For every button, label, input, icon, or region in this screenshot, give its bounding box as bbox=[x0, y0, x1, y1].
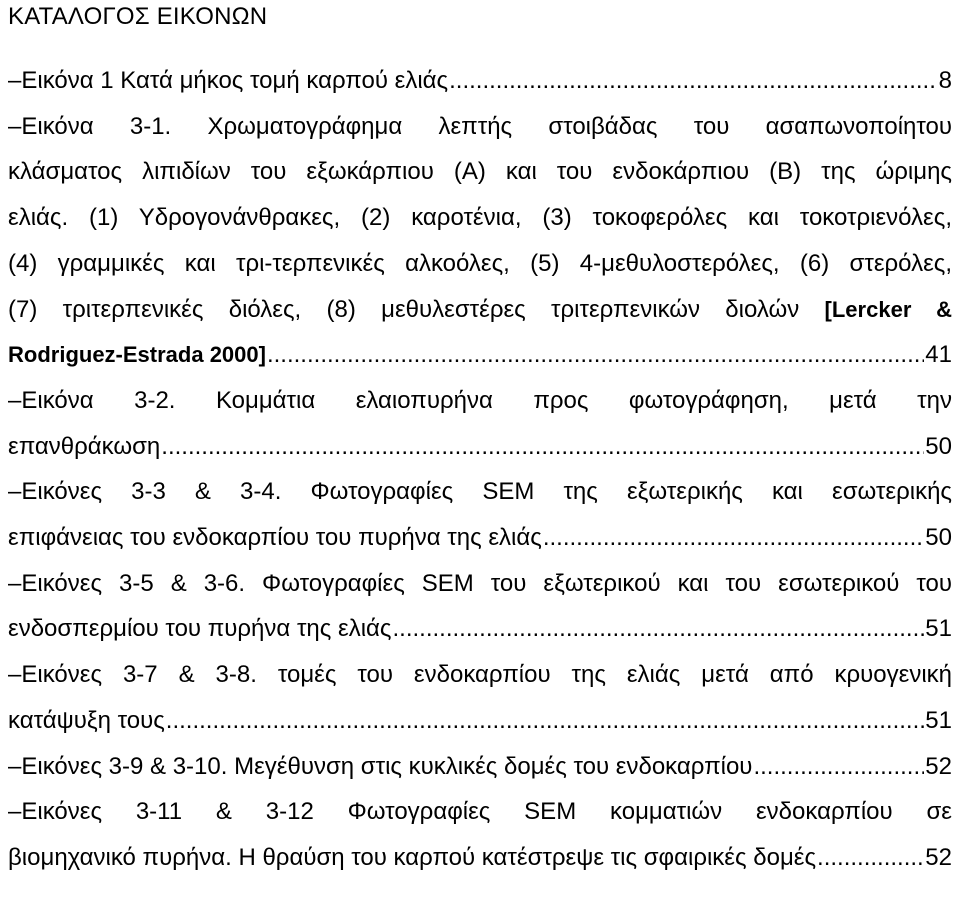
toc-entry[interactable] bbox=[8, 58, 952, 104]
toc-entry-text: ενδοσπερμίου του πυρήνα της ελιάς bbox=[8, 615, 392, 643]
toc-entry-last-line bbox=[8, 332, 952, 378]
toc-entry-last-line bbox=[8, 515, 952, 561]
toc-entry[interactable] bbox=[8, 789, 952, 880]
toc-entry-text: κατάψυξη τους bbox=[8, 706, 165, 734]
toc-leader-dots bbox=[392, 606, 924, 652]
toc-entry[interactable] bbox=[8, 104, 952, 378]
toc-entry[interactable] bbox=[8, 744, 952, 790]
toc-entry-text: –Εικόνες 3-9 & 3-10. Μεγέθυνση στις κυκλικές δομές του ενδοκαρπίου bbox=[8, 752, 753, 780]
toc-entry[interactable] bbox=[8, 652, 952, 743]
toc-entry-last-line bbox=[8, 835, 952, 881]
toc-page-number: 52 bbox=[925, 843, 952, 871]
toc-entry-line: κλάσματος λιπιδίων του εξωκάρπιου (Α) και του ενδοκάρπιου (Β) της ώριμης bbox=[8, 158, 952, 186]
citation-text: [Lercker & bbox=[824, 296, 952, 322]
toc-entry-line: –Εικόνες 3-3 & 3-4. Φωτογραφίες SEM της εξωτερικής και εσωτερικής bbox=[8, 478, 952, 506]
toc-entry-text: επανθράκωση bbox=[8, 432, 161, 460]
toc-page-number: 8 bbox=[938, 67, 952, 94]
toc-entry-text: Rodriguez-Estrada 2000] bbox=[8, 342, 266, 368]
toc-entry-last-line bbox=[8, 698, 952, 744]
toc-entry-last-line bbox=[8, 424, 952, 470]
toc-leader-dots bbox=[166, 698, 925, 744]
page-title: ΚΑΤΑΛΟΓΟΣ ΕΙΚΟΝΩΝ bbox=[8, 3, 268, 30]
toc-leader-dots bbox=[543, 515, 924, 561]
toc-entry-line: –Εικόνες 3-5 & 3-6. Φωτογραφίες SEM του εξωτερικού και του εσωτερικού του bbox=[8, 569, 952, 597]
toc-entry-line: –Εικόνες 3-7 & 3-8. τομές του ενδοκαρπίου της ελιάς μετά από κρυογενική bbox=[8, 661, 952, 689]
toc-entry[interactable] bbox=[8, 469, 952, 560]
toc-entry-line: –Εικόνα 3-2. Κομμάτια ελαιοπυρήνα προς φωτογράφηση, μετά την bbox=[8, 386, 952, 414]
toc-leader-dots bbox=[449, 58, 938, 104]
toc-entry-last-line bbox=[8, 606, 952, 652]
toc-entry-line: (7) τριτερπενικές διόλες, (8) μεθυλεστέρες τριτερπενικών διολών [Lercker & bbox=[8, 295, 952, 323]
toc-entry-line: –Εικόνες 3-11 & 3-12 Φωτογραφίες SEM κομματιών ενδοκαρπίου σε bbox=[8, 798, 952, 826]
toc-page-number: 50 bbox=[925, 432, 952, 460]
toc-entry-text: επιφάνειας του ενδοκαρπίου του πυρήνα της ελιάς bbox=[8, 524, 542, 552]
toc-entry-last-line bbox=[8, 744, 952, 790]
toc-leader-dots bbox=[753, 744, 924, 790]
toc-page-number: 41 bbox=[925, 341, 952, 369]
toc-entry[interactable] bbox=[8, 561, 952, 652]
toc-entry-line: ελιάς. (1) Υδρογονάνθρακες, (2) καροτένια, (3) τοκοφερόλες και τοκοτριενόλες, bbox=[8, 204, 952, 232]
toc-entry-text: –Εικόνα 1 Κατά μήκος τομή καρπού ελιάς bbox=[8, 67, 449, 94]
toc-entry-line: (4) γραμμικές και τρι-τερπενικές αλκοόλες, (5) 4-μεθυλοστερόλες, (6) στερόλες, bbox=[8, 249, 952, 277]
toc-page-number: 50 bbox=[925, 524, 952, 552]
toc-leader-dots bbox=[267, 332, 924, 378]
toc-page-number: 51 bbox=[925, 706, 952, 734]
figure-list bbox=[8, 58, 952, 881]
toc-leader-dots bbox=[161, 424, 924, 470]
toc-entry[interactable] bbox=[8, 378, 952, 469]
toc-entry-last-line bbox=[8, 58, 952, 104]
toc-entry-line: –Εικόνα 3-1. Χρωματογράφημα λεπτής στοιβάδας του ασαπωνοποίητου bbox=[8, 112, 952, 140]
toc-page-number: 51 bbox=[925, 615, 952, 643]
toc-leader-dots bbox=[817, 835, 924, 881]
toc-page-number: 52 bbox=[925, 752, 952, 780]
toc-entry-text: βιομηχανικό πυρήνα. Η θραύση του καρπού κατέστρεψε τις σφαιρικές δομές bbox=[8, 843, 817, 871]
